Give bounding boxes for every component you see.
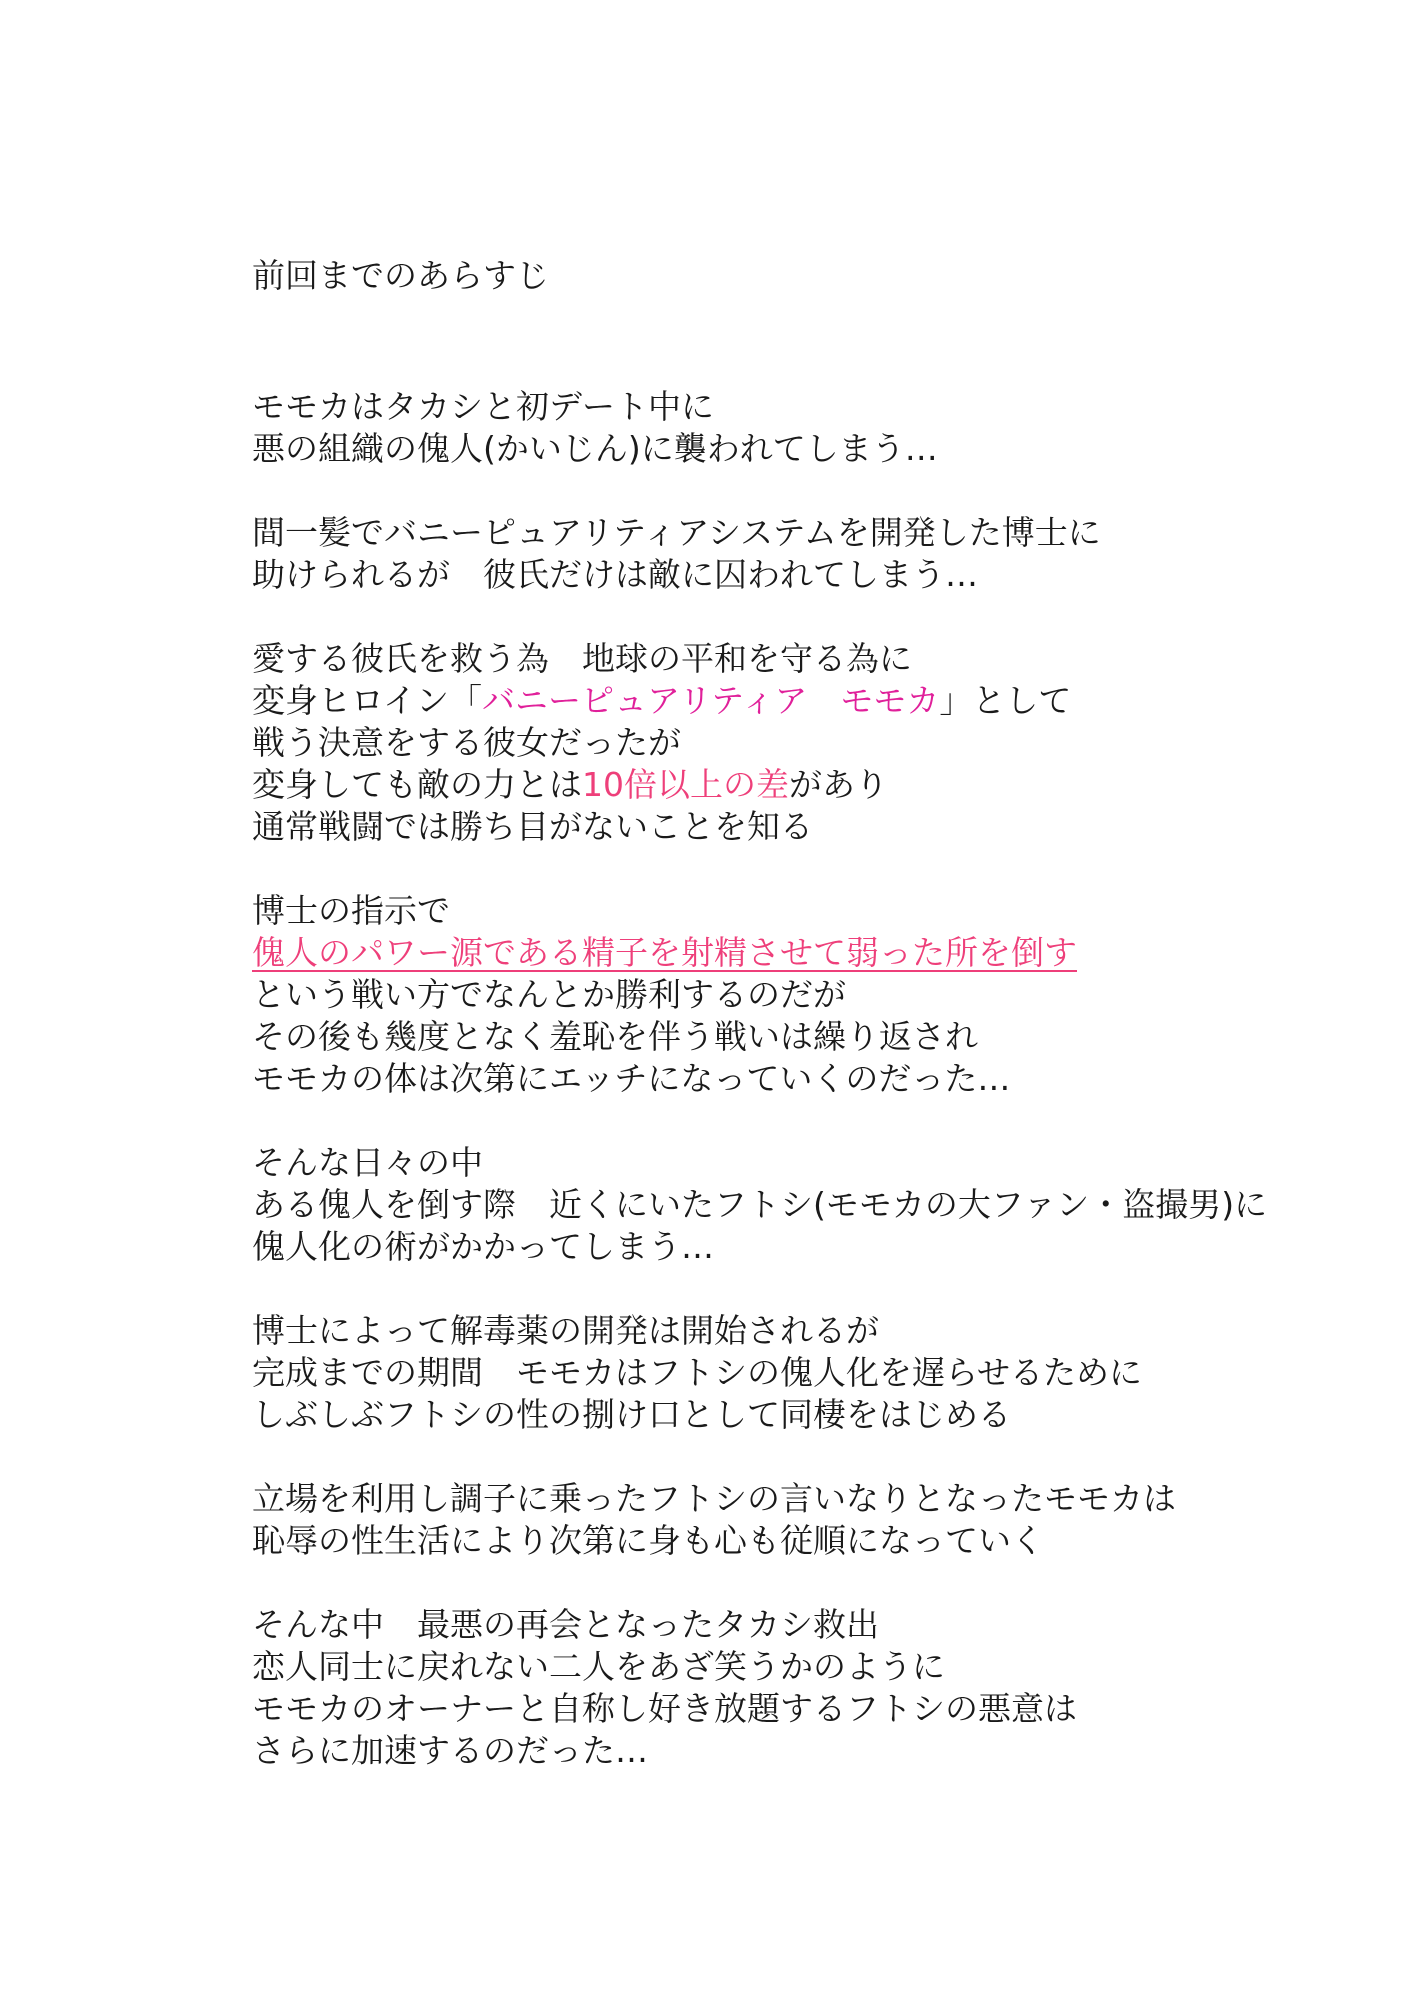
text-line: 完成までの期間 モモカはフトシの傀人化を遅らせるために xyxy=(252,1353,1143,1392)
text-line: 恋人同士に戻れない二人をあざ笑うかのように xyxy=(252,1647,945,1686)
power-gap-highlight: 10倍以上の差 xyxy=(582,765,789,804)
text-line-with-highlight xyxy=(252,932,1372,974)
text-segment: 変身しても敵の力とは xyxy=(252,765,582,804)
paragraph-8 xyxy=(252,1604,1372,1772)
text-segment: があり xyxy=(789,765,888,804)
paragraph-3 xyxy=(252,638,1372,848)
paragraph-6 xyxy=(252,1310,1372,1436)
paragraph-5 xyxy=(252,1142,1372,1268)
text-line: 博士によって解毒薬の開発は開始されるが xyxy=(252,1311,879,1350)
paragraph-1 xyxy=(252,386,1372,470)
text-line-with-highlight xyxy=(252,764,1372,806)
text-line: 間一髪でバニーピュアリティアシステムを開発した博士に xyxy=(252,513,1101,552)
text-line: という戦い方でなんとか勝利するのだが xyxy=(252,975,846,1014)
text-line: ある傀人を倒す際 近くにいたフトシ(モモカの大ファン・盗撮男)に xyxy=(252,1185,1268,1224)
text-segment: 」として xyxy=(939,681,1072,720)
paragraph-2 xyxy=(252,512,1372,596)
text-line: そんな中 最悪の再会となったタカシ救出 xyxy=(252,1605,879,1644)
paragraph-4 xyxy=(252,890,1372,1100)
text-line: しぶしぶフトシの性の捌け口として同棲をはじめる xyxy=(252,1395,1011,1434)
synopsis-body xyxy=(252,386,1372,1814)
text-line: そんな日々の中 xyxy=(252,1143,483,1182)
text-line: さらに加速するのだった… xyxy=(252,1731,648,1770)
paragraph-7 xyxy=(252,1478,1372,1562)
page-title: 前回までのあらすじ xyxy=(252,256,549,295)
text-segment: 変身ヒロイン「 xyxy=(252,681,483,720)
text-line: 恥辱の性生活により次第に身も心も従順になっていく xyxy=(252,1521,1044,1560)
text-line: 立場を利用し調子に乗ったフトシの言いなりとなったモモカは xyxy=(252,1479,1176,1518)
text-line: 悪の組織の傀人(かいじん)に襲われてしまう… xyxy=(252,429,938,468)
text-line: 助けられるが 彼氏だけは敵に囚われてしまう… xyxy=(252,555,978,594)
text-line: 戦う決意をする彼女だったが xyxy=(252,723,681,762)
text-line: 通常戦闘では勝ち目がないことを知る xyxy=(252,807,813,846)
text-line: モモカはタカシと初デート中に xyxy=(252,387,714,426)
text-line: 博士の指示で xyxy=(252,891,450,930)
text-line: 傀人化の術がかかってしまう… xyxy=(252,1227,714,1266)
heroine-name-highlight: バニーピュアリティア モモカ xyxy=(482,681,940,720)
text-line: 愛する彼氏を救う為 地球の平和を守る為に xyxy=(252,639,912,678)
text-line-with-highlight xyxy=(252,680,1372,722)
strategy-underlined-highlight: 傀人のパワー源である精子を射精させて弱った所を倒す xyxy=(252,933,1077,972)
text-line: その後も幾度となく羞恥を伴う戦いは繰り返され xyxy=(252,1017,978,1056)
text-line: モモカのオーナーと自称し好き放題するフトシの悪意は xyxy=(252,1689,1077,1728)
text-line: モモカの体は次第にエッチになっていくのだった… xyxy=(252,1059,1011,1098)
